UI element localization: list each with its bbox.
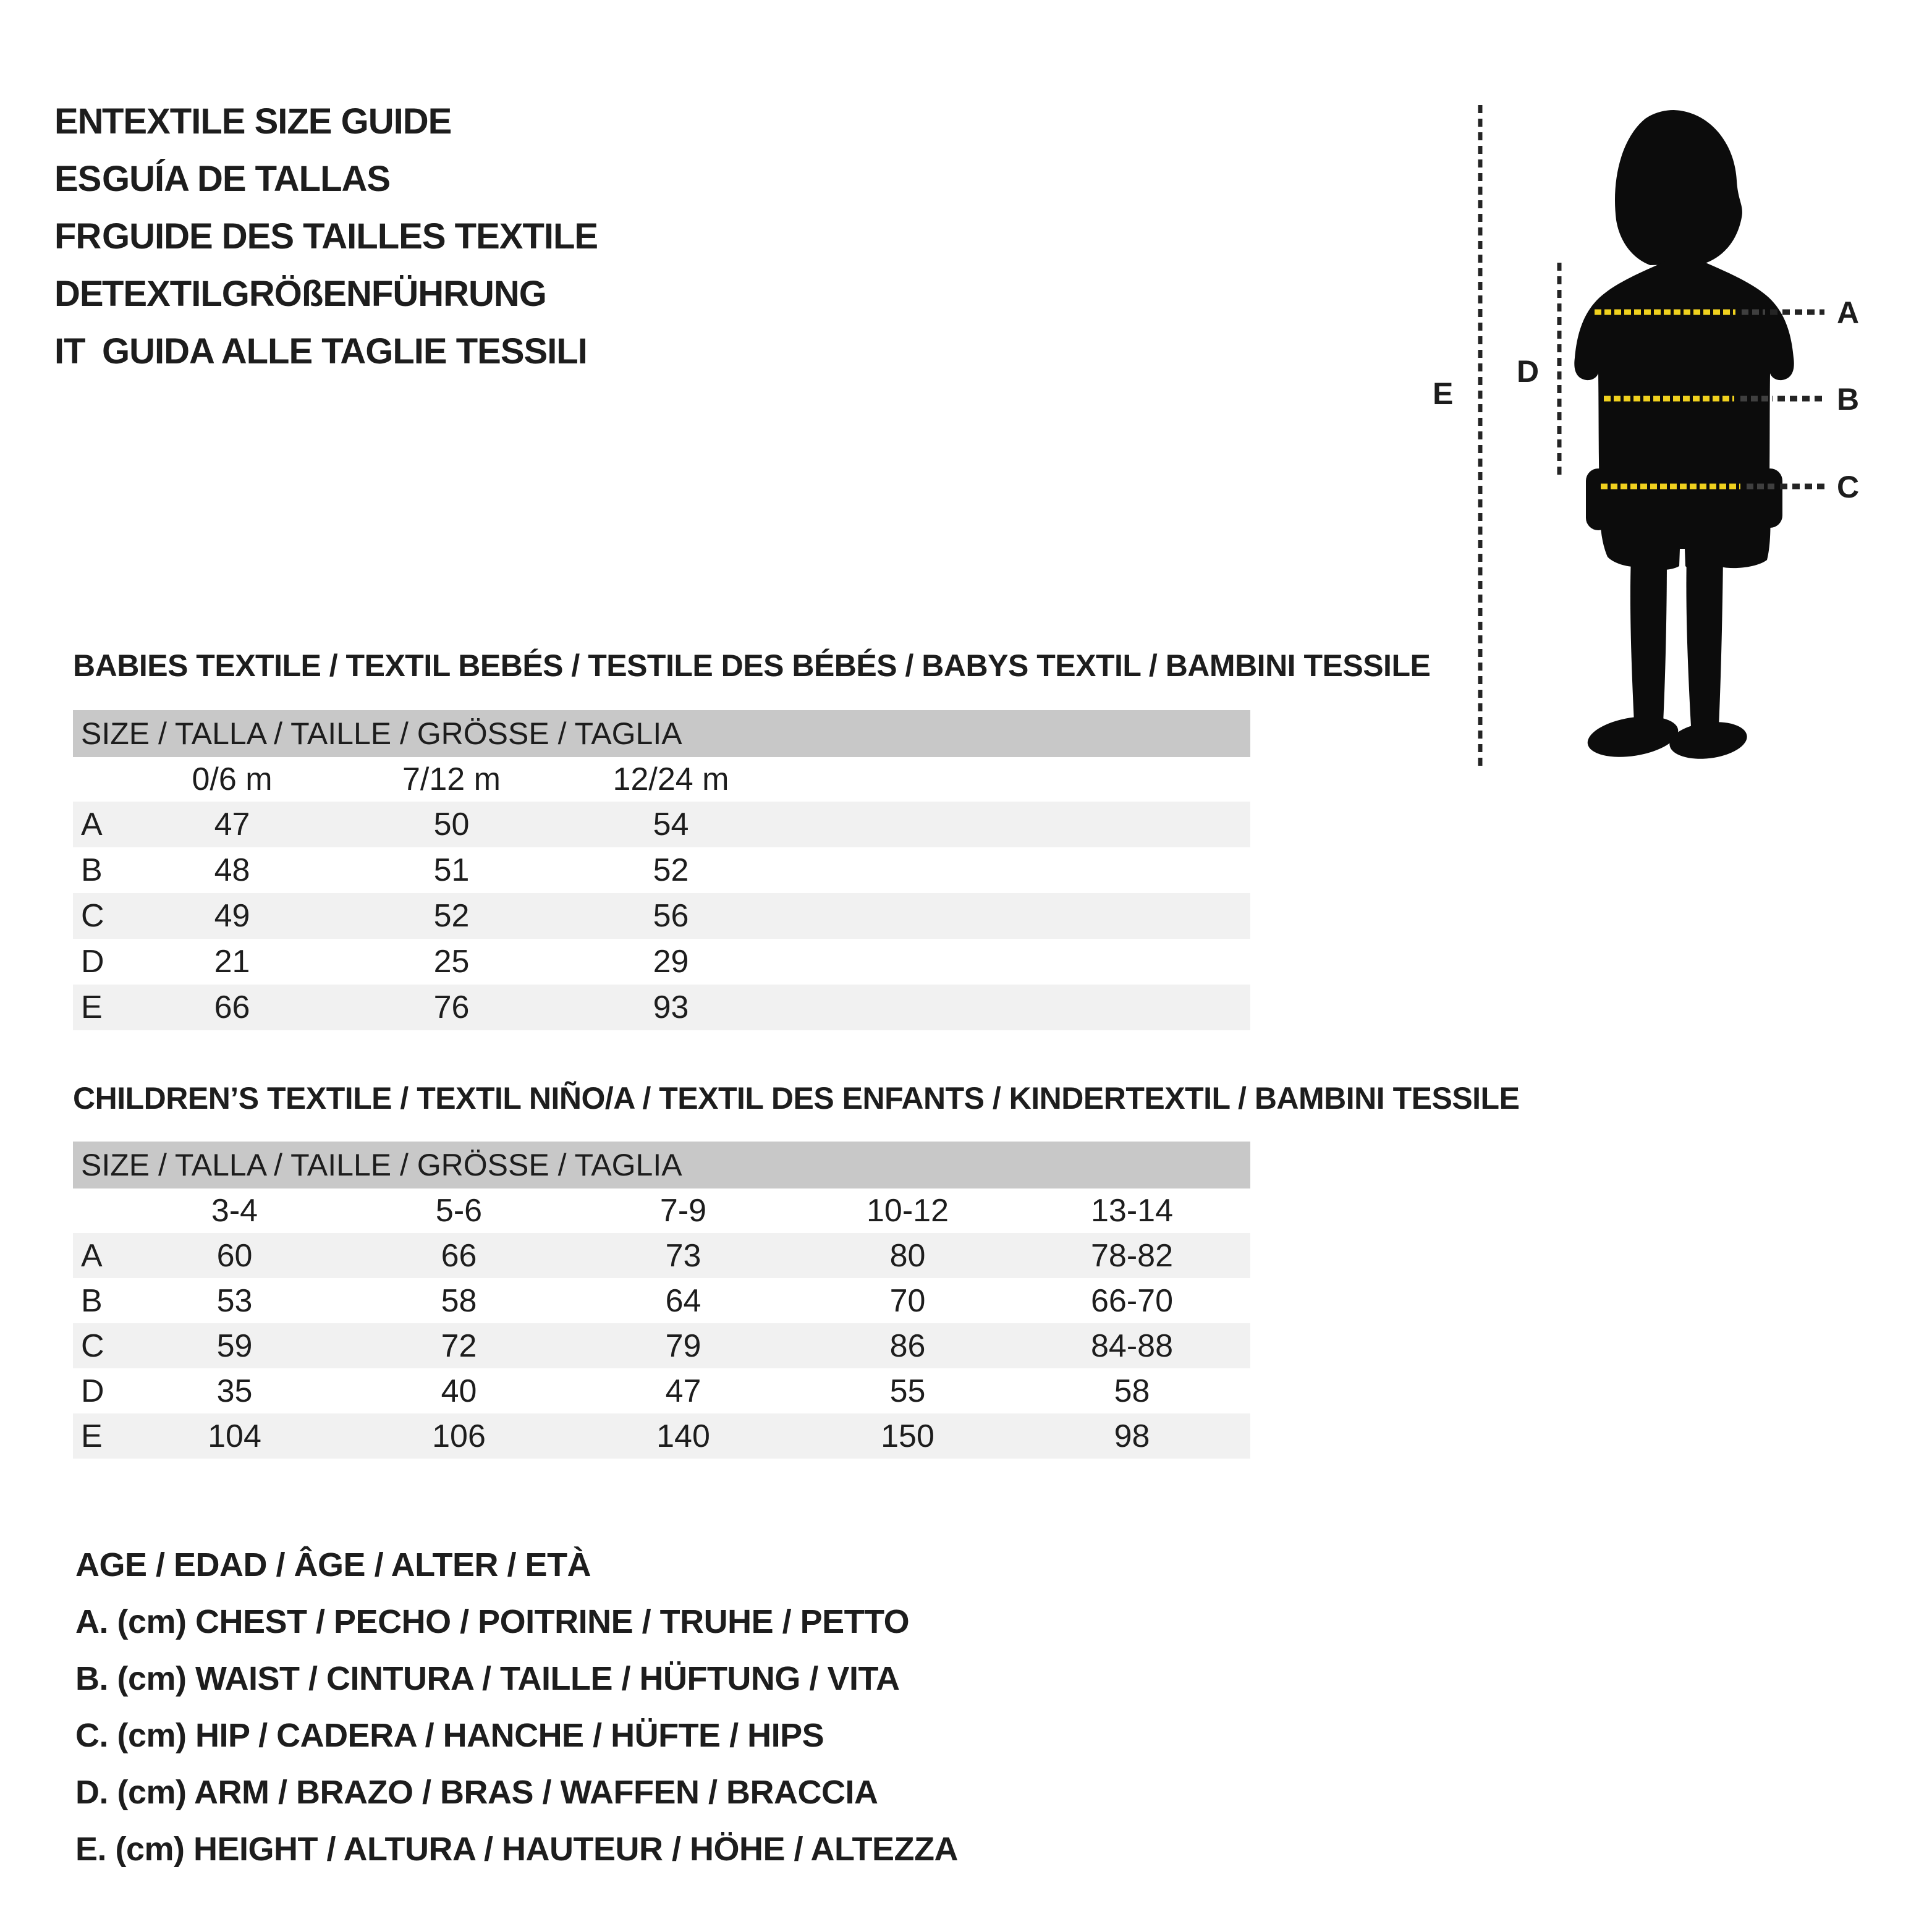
cell: 66 xyxy=(122,985,342,1030)
legend-waist: B. (cm) WAIST / CINTURA / TAILLE / HÜFTUNG / VITA xyxy=(75,1660,900,1697)
cell: 93 xyxy=(561,985,781,1030)
cell: 47 xyxy=(665,1373,701,1409)
lang-title-de: TEXTILGRÖßENFÜHRUNG xyxy=(102,274,546,314)
babies-col-0: 0/6 m xyxy=(192,761,273,797)
lang-title-it: GUIDA ALLE TAGLIE TESSILI xyxy=(102,331,587,371)
lang-title-es: GUÍA DE TALLAS xyxy=(102,159,391,199)
cell: 84-88 xyxy=(1020,1323,1244,1368)
child-silhouette-diagram xyxy=(1391,80,1932,791)
table-row xyxy=(73,802,1250,847)
cell: 150 xyxy=(795,1413,1020,1459)
children-col-4: 13-14 xyxy=(1091,1193,1173,1229)
language-header xyxy=(54,93,598,380)
row-label: C xyxy=(73,893,122,939)
lang-row-de xyxy=(54,265,598,323)
row-label: E xyxy=(73,985,122,1030)
cell: 52 xyxy=(653,852,689,888)
cell: 140 xyxy=(571,1413,795,1459)
cell: 66-70 xyxy=(1091,1282,1173,1319)
silhouette-head xyxy=(1615,110,1742,265)
row-label: C xyxy=(73,1323,122,1368)
row-label: D xyxy=(81,944,104,980)
cell: 64 xyxy=(665,1282,701,1319)
lang-code-en: EN xyxy=(54,101,103,142)
legend-hip: C. (cm) HIP / CADERA / HANCHE / HÜFTE / HIPS xyxy=(75,1717,824,1754)
babies-table-header-bar xyxy=(73,710,1250,757)
table-row xyxy=(73,1413,1250,1459)
children-col-0: 3-4 xyxy=(211,1193,258,1229)
cell: 106 xyxy=(347,1413,571,1459)
measurement-legend xyxy=(75,1536,958,1878)
row-label: A xyxy=(73,1233,122,1278)
babies-col-2: 12/24 m xyxy=(612,761,729,797)
row-label: D xyxy=(81,1373,104,1409)
lang-code-de: DE xyxy=(54,274,103,314)
cell: 79 xyxy=(571,1323,795,1368)
cell: 21 xyxy=(214,944,250,980)
lang-code-it: IT xyxy=(54,331,85,371)
cell: 40 xyxy=(441,1373,477,1409)
children-col-2: 7-9 xyxy=(659,1193,707,1229)
cell: 80 xyxy=(795,1233,1020,1278)
measure-label-a: A xyxy=(1837,295,1860,330)
table-row xyxy=(73,847,1250,893)
cell: 25 xyxy=(433,944,470,980)
children-table-column-headers xyxy=(73,1188,1250,1233)
cell: 60 xyxy=(122,1233,347,1278)
cell: 59 xyxy=(122,1323,347,1368)
cell: 52 xyxy=(342,893,561,939)
legend-chest: A. (cm) CHEST / PECHO / POITRINE / TRUHE / PETTO xyxy=(75,1603,910,1640)
cell: 78-82 xyxy=(1020,1233,1244,1278)
babies-size-header-label: SIZE / TALLA / TAILLE / GRÖSSE / TAGLIA xyxy=(73,710,1250,757)
child-silhouette xyxy=(1574,110,1794,763)
babies-size-table xyxy=(73,710,1250,1030)
legend-height: E. (cm) HEIGHT / ALTURA / HAUTEUR / HÖHE / ALTEZZA xyxy=(75,1831,958,1868)
lang-row-it xyxy=(54,323,598,380)
measure-label-b: B xyxy=(1837,382,1860,417)
cell: 76 xyxy=(342,985,561,1030)
lang-code-es: ES xyxy=(54,159,101,199)
children-size-table xyxy=(73,1142,1250,1459)
lang-code-fr: FR xyxy=(54,216,101,256)
cell: 58 xyxy=(441,1282,477,1319)
cell: 72 xyxy=(347,1323,571,1368)
cell: 51 xyxy=(433,852,470,888)
children-table-header-bar xyxy=(73,1142,1250,1188)
measure-label-e: E xyxy=(1433,376,1454,411)
lang-row-es xyxy=(54,150,598,208)
cell: 48 xyxy=(214,852,250,888)
children-col-1: 5-6 xyxy=(435,1193,483,1229)
lang-row-en xyxy=(54,93,598,150)
row-label: E xyxy=(73,1413,122,1459)
silhouette-leg-left xyxy=(1630,556,1667,723)
silhouette-leg-right xyxy=(1686,556,1723,726)
lang-title-fr: GUIDE DES TAILLES TEXTILE xyxy=(102,216,598,256)
silhouette-shorts xyxy=(1600,483,1771,570)
babies-section-title: BABIES TEXTILE / TEXTIL BEBÉS / TESTILE DES BÉBÉS / BABYS TEXTIL / BAMBINI TESSILE xyxy=(73,648,1431,683)
cell: 66 xyxy=(347,1233,571,1278)
measure-label-d: D xyxy=(1517,354,1540,389)
table-row xyxy=(73,1368,1250,1413)
lang-row-fr xyxy=(54,208,598,265)
table-row xyxy=(73,1233,1250,1278)
silhouette-shoe-left xyxy=(1585,711,1681,763)
babies-table-column-headers xyxy=(73,757,1250,802)
table-row xyxy=(73,1323,1250,1368)
cell: 47 xyxy=(122,802,342,847)
cell: 49 xyxy=(122,893,342,939)
cell: 50 xyxy=(342,802,561,847)
cell: 58 xyxy=(1114,1373,1150,1409)
cell: 73 xyxy=(571,1233,795,1278)
legend-arm: D. (cm) ARM / BRAZO / BRAS / WAFFEN / BRACCIA xyxy=(75,1774,878,1811)
row-label: A xyxy=(73,802,122,847)
babies-col-1: 7/12 m xyxy=(402,761,501,797)
children-size-header-label: SIZE / TALLA / TAILLE / GRÖSSE / TAGLIA xyxy=(73,1142,1250,1188)
cell: 29 xyxy=(653,944,689,980)
table-row xyxy=(73,985,1250,1030)
table-row xyxy=(73,939,1250,985)
legend-age: AGE / EDAD / ÂGE / ALTER / ETÀ xyxy=(75,1546,591,1583)
silhouette-shoe-right xyxy=(1667,718,1749,763)
table-row xyxy=(73,893,1250,939)
cell: 86 xyxy=(795,1323,1020,1368)
cell: 53 xyxy=(216,1282,253,1319)
measure-label-c: C xyxy=(1837,470,1860,504)
measurement-figure xyxy=(1391,80,1932,791)
cell: 98 xyxy=(1020,1413,1244,1459)
children-section-title: CHILDREN’S TEXTILE / TEXTIL NIÑO/A / TEXTIL DES ENFANTS / KINDERTEXTIL / BAMBINI TESSILE xyxy=(73,1081,1520,1116)
table-row xyxy=(73,1278,1250,1323)
children-col-3: 10-12 xyxy=(866,1193,949,1229)
row-label: B xyxy=(81,852,103,888)
cell: 35 xyxy=(216,1373,253,1409)
cell: 104 xyxy=(122,1413,347,1459)
cell: 70 xyxy=(889,1282,926,1319)
lang-title-en: TEXTILE SIZE GUIDE xyxy=(102,101,452,142)
row-label: B xyxy=(81,1282,103,1319)
cell: 56 xyxy=(561,893,781,939)
cell: 55 xyxy=(889,1373,926,1409)
cell: 54 xyxy=(561,802,781,847)
